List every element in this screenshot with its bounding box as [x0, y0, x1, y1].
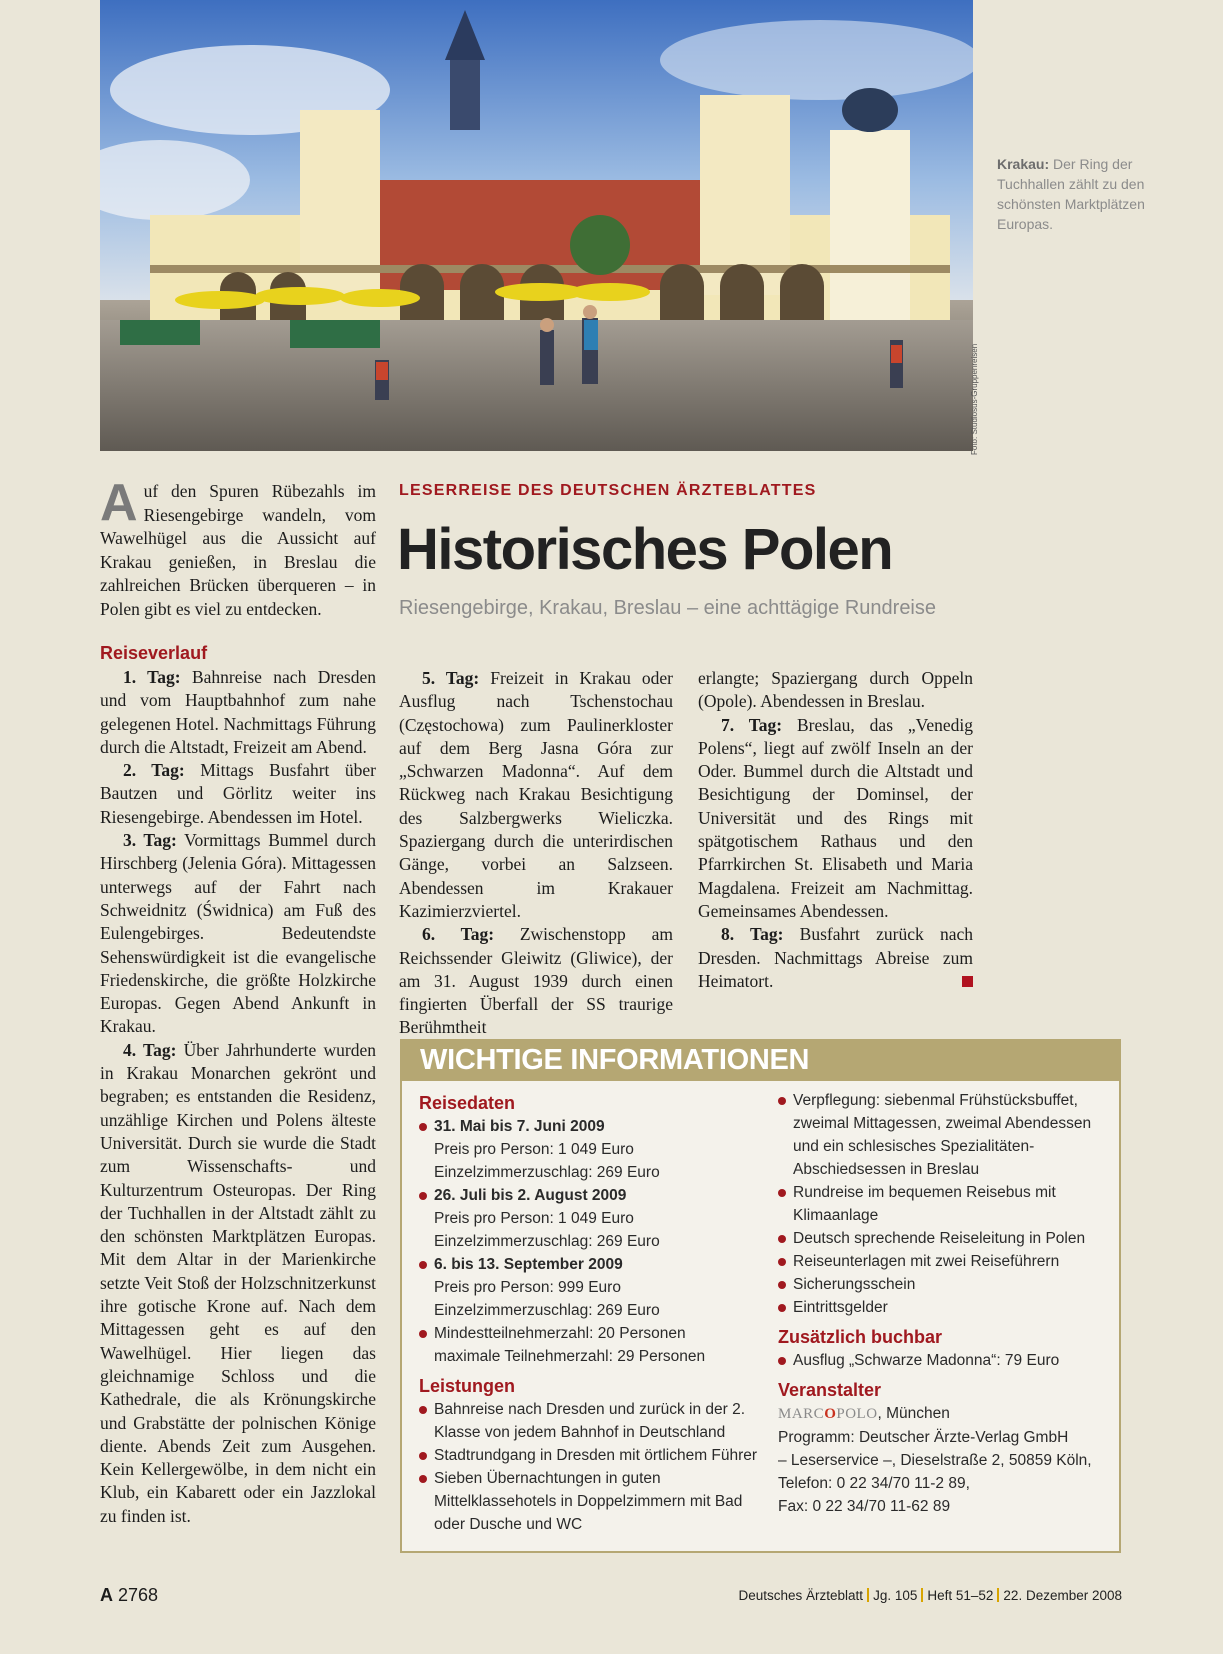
page-number: [100, 1585, 158, 1606]
article-kicker: LESERREISE DES DEUTSCHEN ÄRZTEBLATTES: [399, 482, 817, 499]
leistungen-heading: Leistungen: [419, 1376, 516, 1396]
service-item: Stadtrundgang in Dresden mit örtlichem Führer: [419, 1444, 759, 1467]
veranstalter-heading: Veranstalter: [778, 1380, 882, 1400]
contact-line: Fax: 0 22 34/70 11-62 89: [778, 1498, 951, 1515]
organizer-city: , München: [877, 1405, 950, 1422]
day-paragraph: [100, 759, 376, 829]
travel-single-supplement: Einzelzimmerzuschlag: 269 Euro: [434, 1164, 660, 1181]
day-text: Busfahrt zurück nach Dresden. Nachmittags Abreise zum Heimatort.: [698, 924, 973, 991]
service-item: Sieben Übernachtungen in guten Mittelklassehotels in Doppelzimmern mit Bad oder Dusche und WC: [419, 1467, 759, 1536]
page-number-value: 2768: [113, 1585, 159, 1605]
separator: [921, 1588, 923, 1602]
day-label: 3. Tag:: [123, 830, 177, 851]
service-item: Deutsch sprechende Reiseleitung in Polen: [778, 1227, 1108, 1250]
day-label: 7. Tag:: [721, 714, 783, 735]
intro-paragraph: [100, 474, 376, 621]
leistungen-list-continued: [778, 1089, 1108, 1319]
organizer-line: [778, 1402, 1108, 1426]
dropcap: A: [100, 474, 138, 532]
travel-price: Preis pro Person: 999 Euro: [434, 1279, 621, 1296]
leistungen-list: [419, 1398, 759, 1536]
photo-credit: Foto: Studiosus-Gruppenreisen: [970, 343, 979, 455]
hero-photo: [100, 0, 973, 451]
travel-date: 6. bis 13. September 2009: [434, 1256, 623, 1273]
max-participants: maximale Teilnehmerzahl: 29 Personen: [434, 1348, 706, 1365]
contact-line: Programm: Deutscher Ärzte-Verlag GmbH: [778, 1429, 1069, 1446]
service-item: Reiseunterlagen mit zwei Reiseführern: [778, 1250, 1108, 1273]
page-prefix: A: [100, 1585, 113, 1605]
day-label: 1. Tag:: [123, 667, 181, 687]
day-label: 4. Tag:: [123, 1039, 177, 1060]
participants-item: [419, 1322, 759, 1368]
reisedaten-list: [419, 1115, 759, 1368]
day-label: 6. Tag:: [422, 924, 495, 945]
journal-name: Deutsches Ärzteblatt: [738, 1588, 864, 1603]
journal-footer: [700, 1588, 1122, 1603]
body-column-right: [698, 667, 973, 993]
contact-line: – Leserservice –, Dieselstraße 2, 50859 Köln,: [778, 1452, 1092, 1469]
marco-polo-logo: MARCOPOLO: [778, 1406, 878, 1422]
separator: [867, 1588, 869, 1602]
day-text: Breslau, das „Venedig Polens“, liegt auf zwölf Inseln an der Oder. Bummel durch die Altstadt und Besichtigung der Dominsel, der Universität und des Rings mit spätgotischem Rathaus und den Pfarrkirchen St. Elisabeth und Maria Magdalena. Freizeit am Nachmittag. Gemeinsames Abendessen.: [698, 714, 974, 921]
day-text: Bahnreise nach Dresden und vom Hauptbahnhof zum nahe gelegenen Hotel. Nachmittags Führung durch die Altstadt, Freizeit am Abend.: [100, 667, 376, 757]
day-paragraph: [100, 829, 376, 1039]
travel-single-supplement: Einzelzimmerzuschlag: 269 Euro: [434, 1233, 660, 1250]
travel-single-supplement: Einzelzimmerzuschlag: 269 Euro: [434, 1302, 660, 1319]
intro-text: uf den Spuren Rübezahls im Riesengebirge wandeln, vom Wawelhügel aus die Aussicht auf Krakau genießen, in Breslau die zahlreichen Brücken überqueren – in Polen gibt es viel zu entdecken.: [100, 481, 376, 619]
day-label: 8. Tag:: [721, 924, 784, 945]
article-subtitle: Riesengebirge, Krakau, Breslau – eine achttägige Rundreise: [399, 597, 937, 619]
zusaetzlich-list: [778, 1349, 1108, 1372]
day-paragraph: [698, 714, 973, 924]
day-label: 5. Tag:: [422, 668, 480, 688]
service-item: Verpflegung: siebenmal Frühstücksbuffet, zweimal Mittagessen, zweimal Abendessen und ein schlesisches Spezialitäten-Abschiedsessen in Breslau: [778, 1089, 1108, 1181]
travel-price: Preis pro Person: 1 049 Euro: [434, 1210, 634, 1227]
day-paragraph: [399, 923, 673, 1039]
body-column-left: [100, 642, 376, 1528]
extra-item: Ausflug „Schwarze Madonna“: 79 Euro: [778, 1349, 1108, 1372]
journal-date: 22. Dezember 2008: [1003, 1588, 1122, 1603]
service-item: Sicherungsschein: [778, 1273, 1108, 1296]
day-text: erlangte; Spaziergang durch Oppeln (Opole). Abendessen in Breslau.: [698, 668, 973, 712]
day-text: Freizeit in Krakau oder Ausflug nach Tschenstochau (Częstochowa) zum Paulinerkloster auf dem Berg Jasna Góra zur „Schwarzen Madonna“. Auf dem Rückweg nach Krakau Besichtigung des Salzbergwerks Wieliczka. Spaziergang durch die unterirdischen Gänge, vorbei an Salzseen. Abendessen im Krakauer Kazimierzviertel.: [399, 668, 674, 921]
day-label: 2. Tag:: [123, 760, 185, 781]
day-paragraph: [100, 1039, 376, 1528]
travel-date-item: [419, 1115, 759, 1184]
info-column-left: [419, 1089, 759, 1536]
day-paragraph: [100, 666, 376, 759]
service-item: Eintrittsgelder: [778, 1296, 1108, 1319]
journal-issue: Heft 51–52: [927, 1588, 994, 1603]
itinerary-heading: Reiseverlauf: [100, 643, 208, 663]
day-paragraph: [698, 923, 973, 993]
separator: [997, 1588, 999, 1602]
travel-date: 26. Juli bis 2. August 2009: [434, 1187, 627, 1204]
journal-volume: Jg. 105: [873, 1588, 918, 1603]
contact-line: Telefon: 0 22 34/70 11-2 89,: [778, 1475, 970, 1492]
caption-place: Krakau:: [997, 156, 1050, 172]
info-column-right: [778, 1089, 1108, 1518]
service-item: Rundreise im bequemen Reisebus mit Klimaanlage: [778, 1181, 1108, 1227]
info-box-title: WICHTIGE INFORMATIONEN: [420, 1044, 810, 1076]
day-paragraph: [399, 667, 673, 923]
day-text: Mittags Busfahrt über Bautzen und Görlitz weiter ins Riesengebirge. Abendessen im Hotel.: [100, 760, 377, 827]
body-column-middle: [399, 667, 673, 1040]
krakow-cloth-hall-illustration: [100, 0, 973, 451]
zusaetzlich-heading: Zusätzlich buchbar: [778, 1327, 943, 1347]
day-text: Über Jahrhunderte wurden in Krakau Monarchen gekrönt und begraben; es entstanden die Residenz, unzählige Kirchen und Polens älteste Universität. Durch sie wurde die Stadt zum Wissenschafts- und Kulturzentrum Osteuropas. Der Ring der Tuchhallen in der Altstadt zählt zu den schönsten Marktplätzen Europas. Mit dem Altar in der Marienkirche setzte Veit Stoß der Holzschnitzerkunst ihre gotische Krone auf. Nach dem Mittagessen geht es auf den Wawelhügel. Hier liegen das gleichnamige Schloss und die Kathedrale, die als Krönungskirche und Grabstätte der polnischen Könige diente. Abends Zeit zum Ausgehen. Kein Kellergewölbe, in dem nicht ein Klub, ein Kabarett oder ein Jazzlokal zu finden ist.: [100, 1039, 376, 1526]
travel-price: Preis pro Person: 1 049 Euro: [434, 1141, 634, 1158]
caption-text: Der Ring der Tuchhallen zählt zu den schönsten Marktplätzen Europas.: [997, 156, 1145, 232]
reisedaten-heading: Reisedaten: [419, 1093, 516, 1113]
service-item: Bahnreise nach Dresden und zurück in der 2. Klasse von jedem Bahnhof in Deutschland: [419, 1398, 759, 1444]
day-text: Vormittags Bummel durch Hirschberg (Jelenia Góra). Mittagessen unterwegs auf der Fahrt nach Schweidnitz (Świdnica) am Fuß des Eulengebirges. Bedeutendste Sehenswürdigkeit ist die evangelische Friedenskirche, die größte Holzkirche Europas. Gegen Abend Ankunft in Krakau.: [100, 830, 376, 1037]
day-text: Zwischenstopp am Reichssender Gleiwitz (Gliwice), der am 31. August 1939 durch einen fingierten Überfall der SS traurige Berühmtheit: [399, 924, 674, 1038]
travel-date-item: [419, 1184, 759, 1253]
min-participants: Mindestteilnehmerzahl: 20 Personen: [434, 1325, 686, 1342]
travel-date-item: [419, 1253, 759, 1322]
photo-caption: [997, 154, 1187, 234]
end-mark-icon: [962, 976, 973, 987]
travel-date: 31. Mai bis 7. Juni 2009: [434, 1118, 605, 1135]
day-paragraph-continued: [698, 667, 973, 714]
article-title: Historisches Polen: [397, 517, 893, 582]
